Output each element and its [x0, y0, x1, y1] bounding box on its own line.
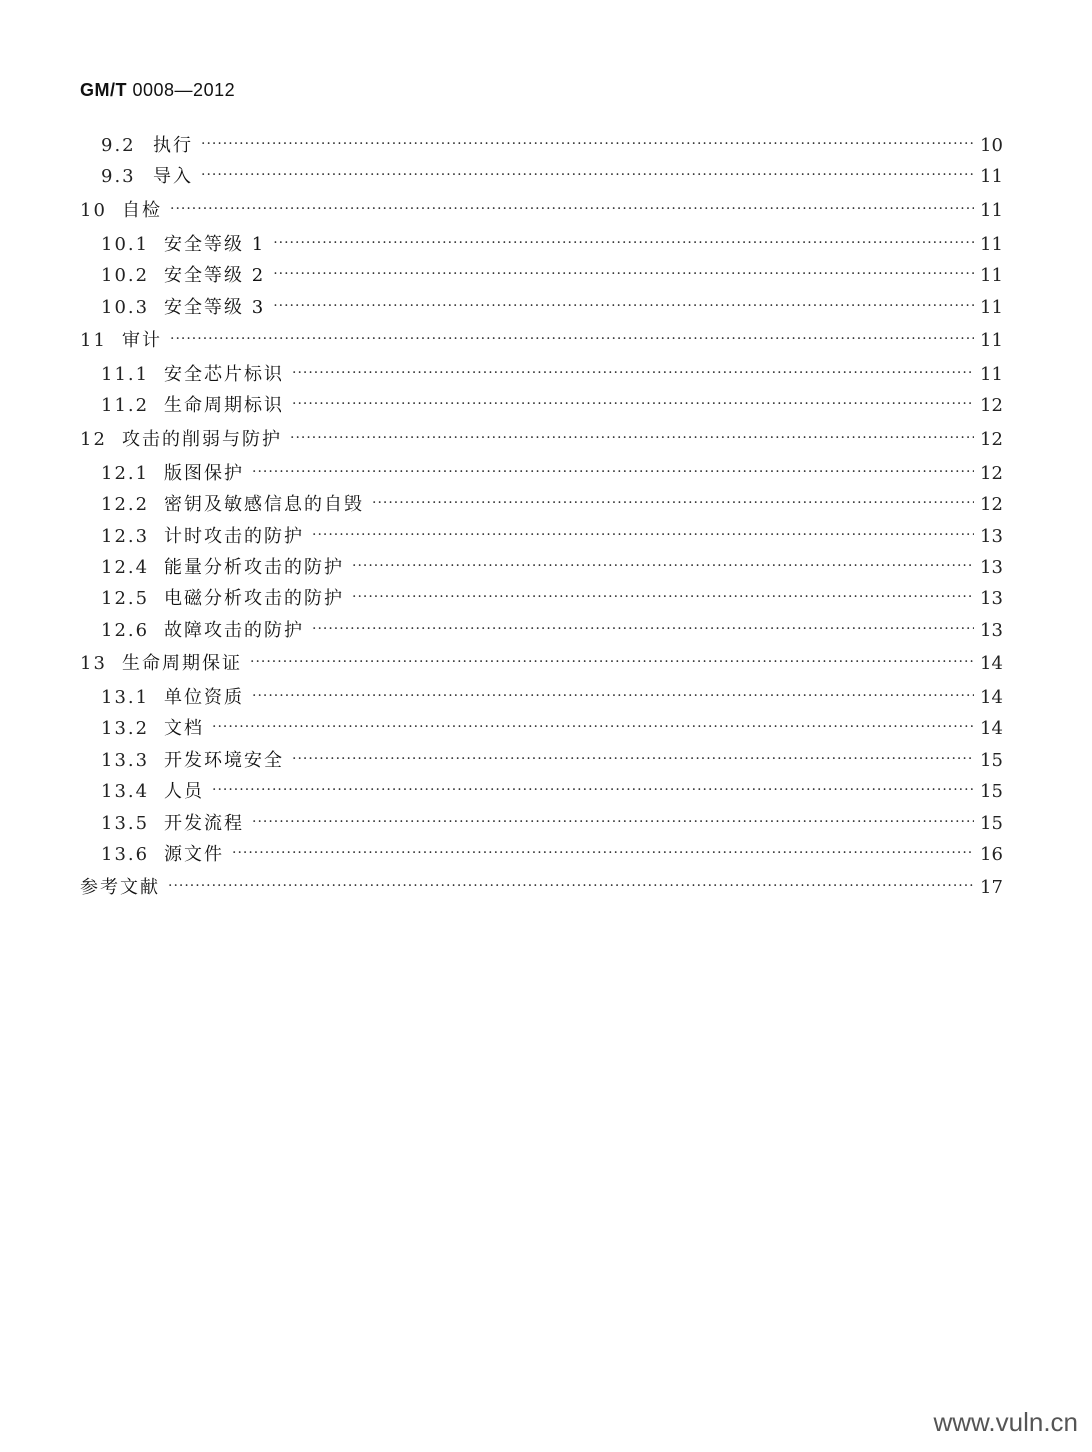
- toc-leader-dots: [252, 681, 974, 712]
- toc-entry-title: 安全芯片标识: [164, 363, 284, 385]
- toc-leader-dots: [292, 389, 974, 420]
- toc-entry-title: 人员: [164, 781, 204, 803]
- toc-entry-number: 12.3: [101, 525, 150, 547]
- toc-entry-title: 攻击的削弱与防护: [122, 428, 282, 450]
- toc-entry[interactable]: [80, 682, 1002, 713]
- toc-entry-number: 13: [80, 653, 107, 675]
- toc-entry[interactable]: [80, 323, 1002, 359]
- toc-leader-dots: [273, 259, 974, 290]
- toc-entry-number: 9.2: [101, 135, 136, 156]
- toc-entry-number: 10: [80, 199, 107, 221]
- toc-entry[interactable]: [80, 292, 1002, 323]
- table-of-contents: [80, 130, 1002, 906]
- toc-entry-number: 12.4: [101, 556, 150, 578]
- toc-entry[interactable]: [80, 552, 1002, 583]
- toc-entry-page: 17: [980, 877, 1003, 899]
- toc-entry-title: 开发环境安全: [164, 749, 284, 771]
- toc-entry-number: 10.2: [101, 265, 150, 287]
- toc-entry-number: 13.1: [101, 687, 150, 709]
- toc-leader-dots: [252, 807, 974, 838]
- toc-entry[interactable]: [80, 161, 1002, 192]
- toc-entry[interactable]: [80, 193, 1002, 229]
- toc-entry-page: 12: [980, 428, 1003, 450]
- toc-entry-number: 12.2: [101, 494, 150, 516]
- toc-entry-page: 11: [980, 296, 1003, 318]
- toc-entry-number: 12.6: [101, 619, 150, 641]
- toc-entry-page: 11: [980, 265, 1003, 287]
- toc-entry-title: 电磁分析攻击的防护: [164, 588, 344, 610]
- toc-entry-page: 11: [980, 166, 1003, 188]
- toc-entry-title: 审计: [122, 329, 162, 351]
- toc-leader-dots: [232, 838, 974, 869]
- toc-entry-page: 13: [980, 619, 1003, 641]
- toc-leader-dots: [250, 644, 974, 680]
- toc-entry-page: 12: [980, 494, 1003, 516]
- toc-entry[interactable]: [80, 583, 1002, 614]
- toc-entry-number: 11.1: [101, 363, 150, 385]
- toc-entry-title: 安全等级 1: [164, 233, 266, 255]
- toc-leader-dots: [168, 868, 974, 904]
- toc-entry-page: 14: [980, 653, 1003, 675]
- toc-leader-dots: [170, 321, 974, 357]
- toc-entry-page: 11: [980, 199, 1003, 221]
- standard-code: GM/T: [80, 80, 127, 100]
- toc-entry-page: 14: [980, 718, 1003, 740]
- toc-entry-number: 12: [80, 428, 107, 450]
- toc-leader-dots: [273, 228, 974, 259]
- toc-leader-dots: [312, 614, 974, 645]
- toc-entry[interactable]: [80, 458, 1002, 489]
- toc-entry-number: 13.4: [101, 781, 150, 803]
- toc-leader-dots: [252, 457, 974, 488]
- toc-leader-dots: [292, 358, 974, 389]
- toc-entry[interactable]: [80, 521, 1002, 552]
- toc-entry[interactable]: [80, 390, 1002, 421]
- toc-leader-dots: [273, 291, 974, 322]
- toc-leader-dots: [201, 160, 974, 191]
- toc-entry-title: 参考文献: [80, 877, 160, 899]
- toc-entry[interactable]: [80, 839, 1002, 870]
- toc-entry[interactable]: [80, 260, 1002, 291]
- toc-entry[interactable]: [80, 489, 1002, 520]
- toc-entry-page: 13: [980, 525, 1003, 547]
- toc-entry-page: 11: [980, 329, 1003, 351]
- toc-entry[interactable]: [80, 130, 1002, 161]
- toc-entry-page: 16: [980, 844, 1003, 866]
- toc-entry-number: 13.6: [101, 844, 150, 866]
- toc-leader-dots: [170, 191, 974, 227]
- toc-entry[interactable]: [80, 615, 1002, 646]
- toc-entry-page: 13: [980, 588, 1003, 610]
- toc-leader-dots: [292, 744, 974, 775]
- toc-entry-page: 11: [980, 363, 1003, 385]
- toc-entry-page: 12: [980, 395, 1003, 417]
- toc-entry-title: 安全等级 2: [164, 265, 266, 287]
- toc-leader-dots: [290, 420, 974, 456]
- toc-entry-title: 开发流程: [164, 812, 244, 834]
- toc-entry-page: 12: [980, 462, 1003, 484]
- toc-entry-number: 11: [80, 329, 107, 351]
- toc-leader-dots: [352, 551, 974, 582]
- toc-entry-page: 15: [980, 781, 1003, 803]
- toc-entry-title: 源文件: [164, 844, 224, 866]
- toc-entry-title: 能量分析攻击的防护: [164, 556, 344, 578]
- toc-entry-number: 10.3: [101, 296, 150, 318]
- toc-entry[interactable]: [80, 229, 1002, 260]
- toc-entry-title: 密钥及敏感信息的自毁: [164, 494, 364, 516]
- toc-entry-page: 15: [980, 812, 1003, 834]
- toc-entry-number: 13.5: [101, 812, 150, 834]
- toc-entry-page: 13: [980, 556, 1003, 578]
- toc-entry[interactable]: [80, 713, 1002, 744]
- toc-entry-page: 15: [980, 749, 1003, 771]
- toc-entry-number: 10.1: [101, 233, 150, 255]
- toc-entry-title: 安全等级 3: [164, 296, 266, 318]
- toc-entry-number: 13.2: [101, 718, 150, 740]
- toc-entry[interactable]: [80, 646, 1002, 682]
- toc-leader-dots: [212, 775, 974, 806]
- toc-leader-dots: [352, 582, 974, 613]
- toc-entry-title: 版图保护: [164, 462, 244, 484]
- toc-entry-title: 导入: [153, 166, 193, 188]
- toc-entry[interactable]: [80, 359, 1002, 390]
- toc-entry[interactable]: [80, 870, 1002, 906]
- toc-entry[interactable]: [80, 422, 1002, 458]
- toc-entry[interactable]: [80, 745, 1002, 776]
- toc-entry-page: 11: [980, 233, 1003, 255]
- standard-number: 0008—2012: [132, 80, 236, 100]
- toc-entry-number: 12.1: [101, 462, 150, 484]
- toc-leader-dots: [312, 520, 974, 551]
- toc-entry-title: 执行: [153, 135, 193, 156]
- toc-entry-title: 计时攻击的防护: [164, 525, 304, 547]
- toc-entry[interactable]: [80, 808, 1002, 839]
- toc-entry-title: 生命周期标识: [164, 395, 284, 417]
- toc-entry-title: 生命周期保证: [122, 653, 242, 675]
- toc-entry-title: 单位资质: [164, 687, 244, 709]
- toc-leader-dots: [372, 488, 974, 519]
- toc-entry-page: 14: [980, 687, 1003, 709]
- toc-entry-title: 自检: [122, 199, 162, 221]
- toc-entry-title: 文档: [164, 718, 204, 740]
- toc-entry-title: 故障攻击的防护: [164, 619, 304, 641]
- toc-entry-page: 10: [980, 135, 1003, 156]
- toc-entry-number: 13.3: [101, 749, 150, 771]
- toc-entry-number: 11.2: [101, 395, 150, 417]
- toc-entry-number: 9.3: [101, 166, 136, 188]
- document-header: [80, 80, 235, 101]
- toc-entry[interactable]: [80, 776, 1002, 807]
- watermark: www.vuln.cn: [933, 1407, 1078, 1437]
- toc-leader-dots: [212, 712, 974, 743]
- toc-entry-number: 12.5: [101, 588, 150, 610]
- toc-leader-dots: [201, 129, 974, 160]
